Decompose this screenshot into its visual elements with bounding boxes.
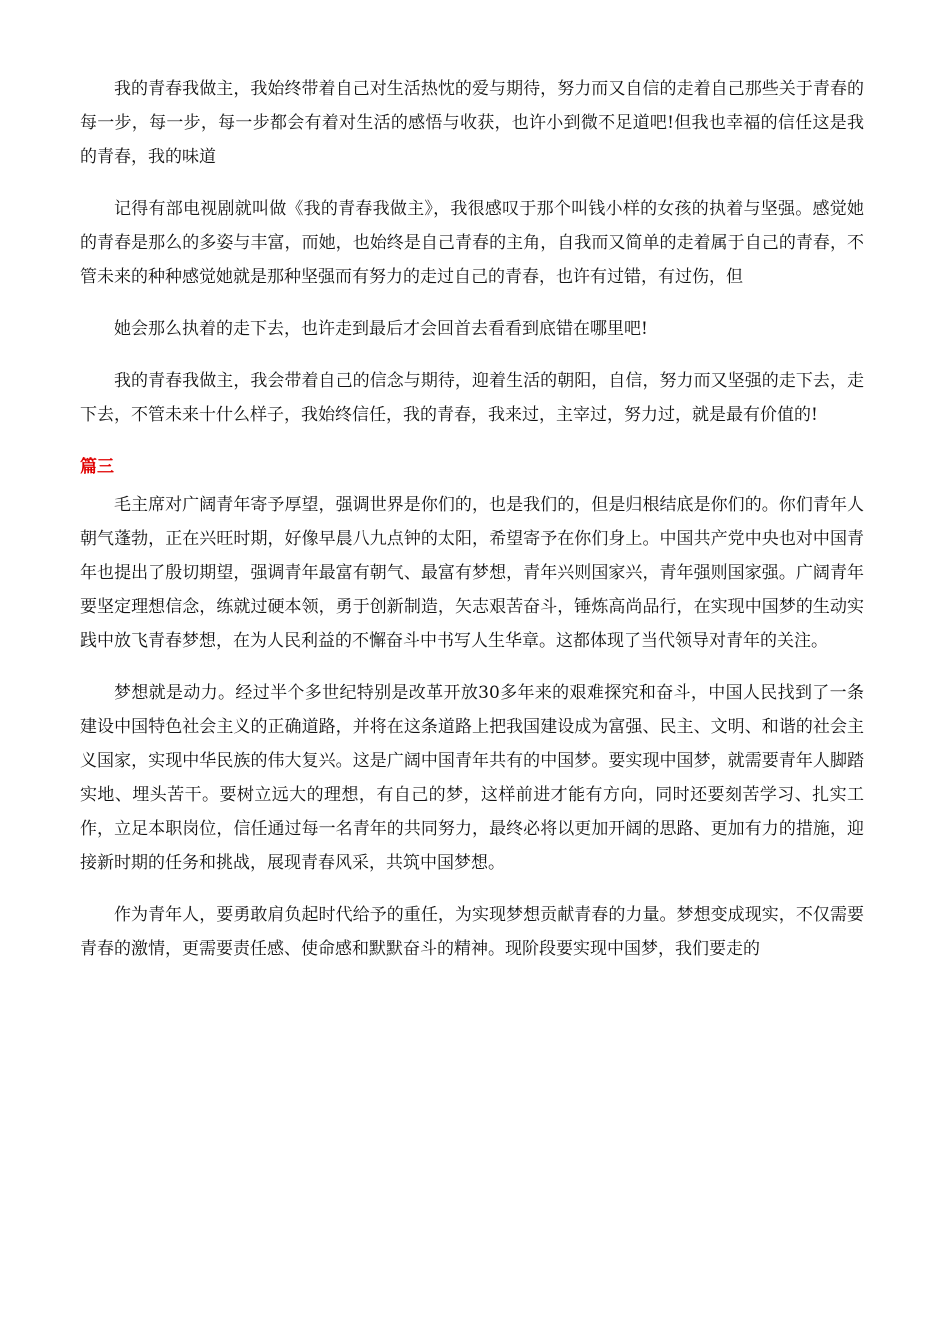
paragraph: 作为青年人，要勇敢肩负起时代给予的重任，为实现梦想贡献青春的力量。梦想变成现实，不仅需要青春的激情，更需要责任感、使命感和默默奋斗的精神。现阶段要实现中国梦，我们要走的 (80, 905, 864, 959)
paragraph: 记得有部电视剧就叫做《我的青春我做主》，我很感叹于那个叫钱小样的女孩的执着与坚强。感觉她的青春是那么的多姿与丰富，而她，也始终是自己青春的主角，自我而又简单的走着属于自己的青春，不管未来的种种感觉她就是那种坚强而有努力的走过自己的青春，也许有过错，有过伤，但 (80, 199, 864, 287)
paragraph: 她会那么执着的走下去，也许走到最后才会回首去看看到底错在哪里吧! (114, 319, 648, 339)
paragraph: 我的青春我做主，我会带着自己的信念与期待，迎着生活的朝阳，自信，努力而又坚强的走下去，走下去，不管未来十什么样子，我始终信任，我的青春，我来过，主宰过，努力过，就是最有价值的! (80, 371, 864, 425)
document-page (80, 72, 864, 984)
paragraph: 毛主席对广阔青年寄予厚望，强调世界是你们的，也是我们的，但是归根结底是你们的。你们青年人朝气蓬勃，正在兴旺时期，好像早晨八九点钟的太阳，希望寄予在你们身上。中国共产党中央也对中国青年也提出了殷切期望，强调青年最富有朝气、最富有梦想，青年兴则国家兴，青年强则国家强。广阔青年要坚定理想信念，练就过硬本领，勇于创新制造，矢志艰苦奋斗，锤炼高尚品行，在实现中国梦的生动实践中放飞青春梦想，在为人民利益的不懈奋斗中书写人生华章。这都体现了当代领导对青年的关注。 (80, 495, 864, 651)
paragraph: 我的青春我做主，我始终带着自己对生活热忱的爱与期待，努力而又自信的走着自己那些关于青春的每一步，每一步，每一步都会有着对生活的感悟与收获，也许小到微不足道吧!但我也幸福的信任这是我的青春，我的味道 (80, 79, 864, 167)
section-heading: 篇三 (80, 457, 114, 477)
paragraph: 梦想就是动力。经过半个多世纪特别是改革开放30多年来的艰难探究和奋斗，中国人民找到了一条建设中国特色社会主义的正确道路，并将在这条道路上把我国建设成为富强、民主、文明、和谐的社会主义国家，实现中华民族的伟大复兴。这是广阔中国青年共有的中国梦。要实现中国梦，就需要青年人脚踏实地、埋头苦干。要树立远大的理想，有自己的梦，这样前进才能有方向，同时还要刻苦学习、扎实工作，立足本职岗位，信任通过每一名青年的共同努力，最终必将以更加开阔的思路、更加有力的措施，迎接新时期的任务和挑战，展现青春风采，共筑中国梦想。 (80, 683, 864, 873)
